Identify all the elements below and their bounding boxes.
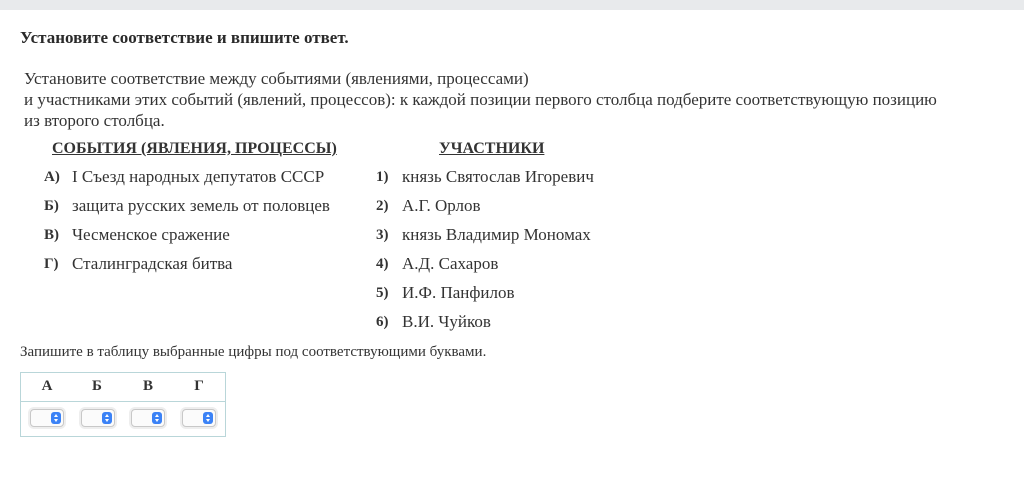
answer-select-g[interactable] [182,409,216,427]
event-letter: А) [44,169,60,185]
event-letter: В) [44,227,59,243]
task-line: Установите соответствие между событиями (явлениями, процессами) [24,69,529,88]
answer-table-header-row [21,373,225,402]
task-line: и участниками этих событий (явлений, процессов): к каждой позиции первого столбца подберите соответствующую позицию [24,90,937,109]
select-arrows-icon [152,412,162,424]
event-text: Чесменское сражение [72,225,230,244]
event-letter: Б) [44,198,59,214]
answer-select-b[interactable] [81,409,115,427]
participant-text: князь Владимир Мономах [402,225,591,244]
participant-number: 6) [376,314,389,330]
participant-text: А.Д. Сахаров [402,254,499,273]
answer-select-a[interactable] [30,409,64,427]
events-column-header: СОБЫТИЯ (ЯВЛЕНИЯ, ПРОЦЕССЫ) [52,140,337,157]
answer-prompt: Запишите в таблицу выбранные цифры под соответствующими буквами. [20,344,487,360]
select-arrows-icon [51,412,61,424]
participant-number: 3) [376,227,389,243]
participant-text: И.Ф. Панфилов [402,283,515,302]
task-line: из второго столбца. [24,111,165,130]
event-letter: Г) [44,256,59,272]
participant-text: В.И. Чуйков [402,312,491,331]
select-arrows-icon [102,412,112,424]
instruction-heading: Установите соответствие и впишите ответ. [20,28,349,47]
participant-number: 2) [376,198,389,214]
participant-number: 1) [376,169,389,185]
participant-number: 4) [376,256,389,272]
select-arrows-icon [203,412,213,424]
answer-header-b: Б [92,378,102,394]
task-description [24,68,1014,131]
answer-header-a: А [41,378,53,394]
event-text: защита русских земель от половцев [72,196,330,215]
event-text: Сталинградская битва [72,254,233,273]
answer-table [20,372,226,437]
top-bar [0,0,1024,10]
participant-number: 5) [376,285,389,301]
participant-text: А.Г. Орлов [402,196,481,215]
answer-header-v: В [142,378,153,394]
answer-select-v[interactable] [131,409,165,427]
participants-column-header: УЧАСТНИКИ [439,140,545,157]
participant-text: князь Святослав Игоревич [402,167,594,186]
answer-header-g: Г [194,378,204,394]
event-text: I Съезд народных депутатов СССР [72,167,325,186]
